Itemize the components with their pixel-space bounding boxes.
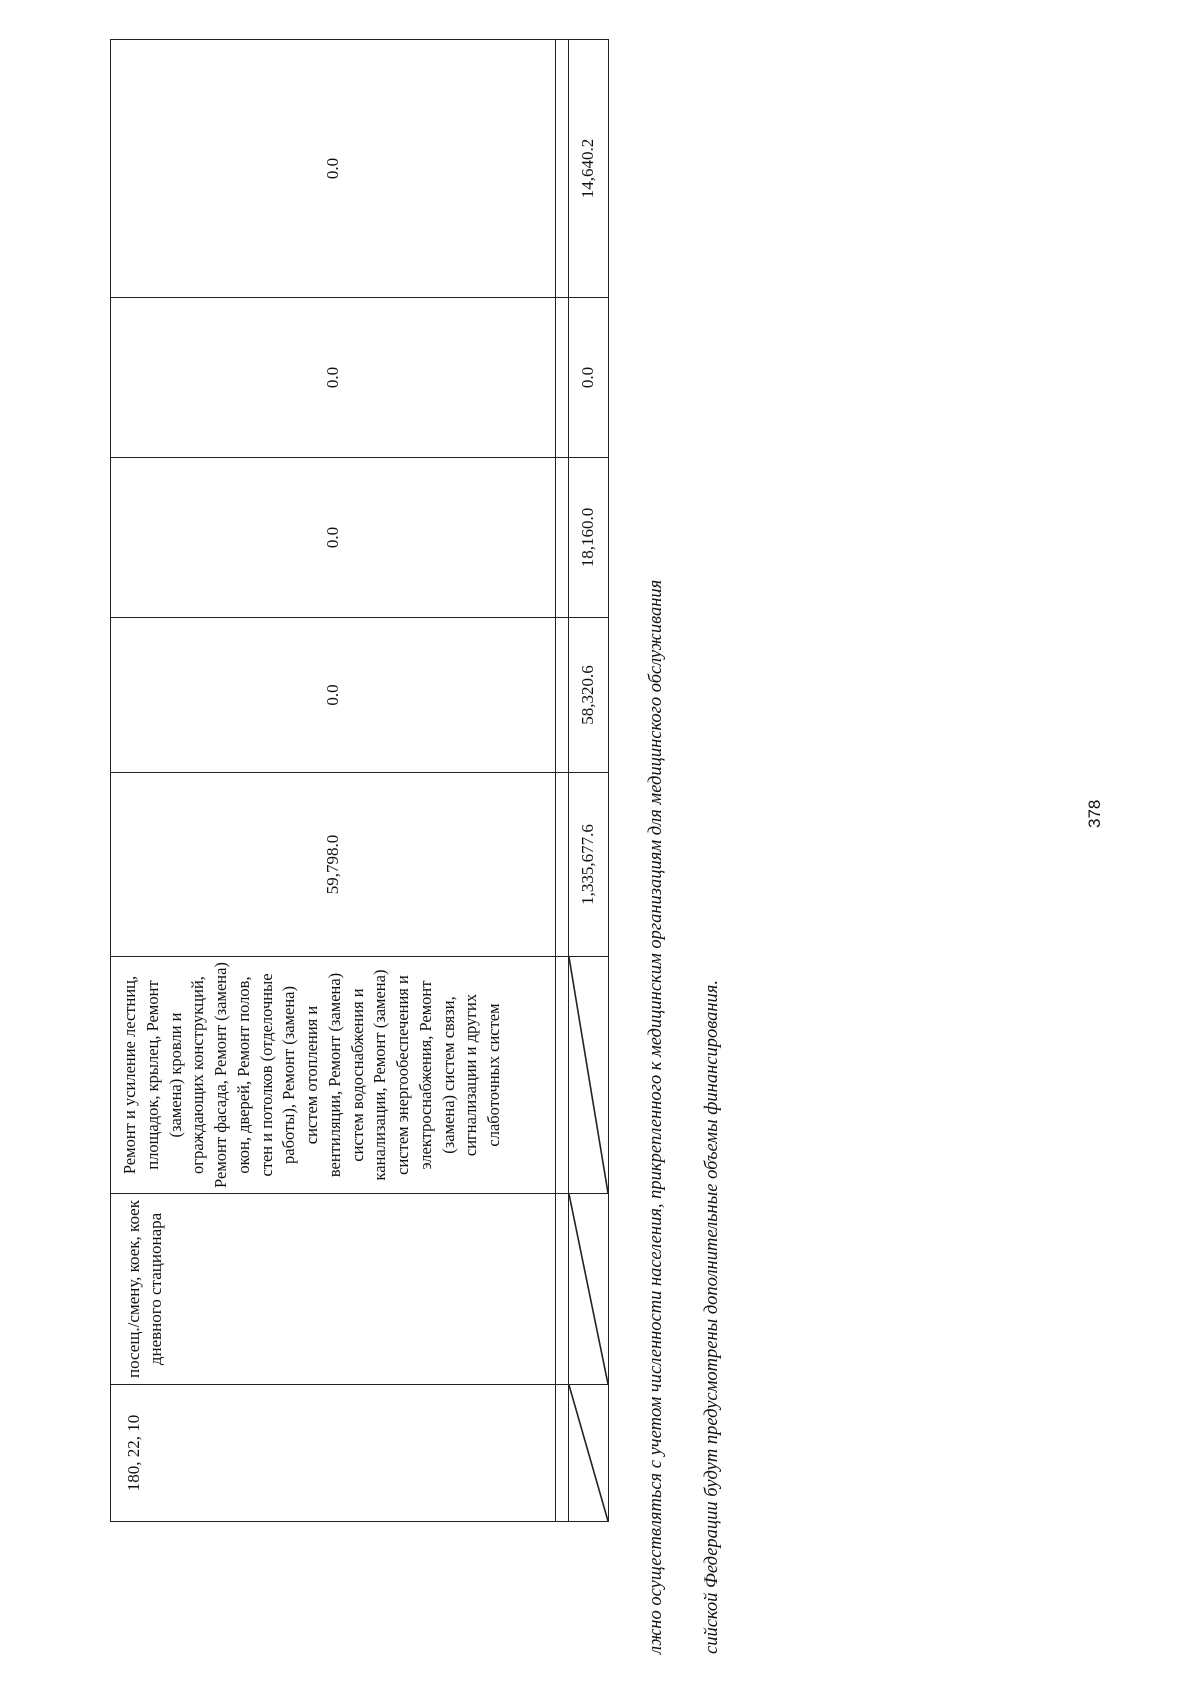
spacer-cell <box>556 1194 569 1385</box>
footnote-2: сийской Федерации будут предусмотрены дополнительные объемы финансирования. <box>702 979 722 1654</box>
unit-cell: посещ./смену, коек, коек дневного стационара <box>111 1194 556 1385</box>
financing-table <box>110 39 609 1522</box>
total-cell-5: 14,640.2 <box>569 40 609 298</box>
total-cell-2: 58,320.6 <box>569 618 609 773</box>
struck-cell <box>569 957 609 1194</box>
total-row <box>569 40 609 1522</box>
spacer-cell <box>556 40 569 298</box>
spacer-cell <box>556 773 569 957</box>
struck-cell <box>569 1385 609 1522</box>
total-cell-4: 0.0 <box>569 298 609 458</box>
spacer-cell <box>556 1385 569 1522</box>
footnote-1: лжно осуществляться с учетом численности населения, прикрепленного к медицинским организациям для медицинского обслуживания <box>646 579 666 1654</box>
amount-cell-2: 0.0 <box>111 618 556 773</box>
spacer-cell <box>556 618 569 773</box>
total-cell-3: 18,160.0 <box>569 458 609 618</box>
diagonal-strike <box>569 957 608 1193</box>
spacer-cell <box>556 458 569 618</box>
spacer-cell <box>556 298 569 458</box>
spacer-cell <box>556 957 569 1194</box>
amount-cell-5: 0.0 <box>111 40 556 298</box>
total-cell-1: 1,335,677.6 <box>569 773 609 957</box>
object-code-cell: 180, 22, 10 <box>111 1385 556 1522</box>
amount-cell-3: 0.0 <box>111 458 556 618</box>
struck-cell <box>569 1194 609 1385</box>
table-row <box>111 40 556 1522</box>
diagonal-strike <box>569 1385 608 1521</box>
page-number: 378 <box>1085 799 1104 828</box>
amount-cell-1: 59,798.0 <box>111 773 556 957</box>
works-description-cell: Ремонт и усиление лестниц, площадок, крылец, Ремонт (замена) кровли и ограждающих конструкций, Ремонт фасада, Ремонт (замена) окон, дверей, Ремонт полов, стен и потолков (отделочные работы), Ремонт (замена) систем отопления и вентиляции, Ремонт (замена) систем водоснабжения и канализации, Ремонт (замена) систем энергообеспечения и электроснабжения, Ремонт (замена) систем связи, сигнализации и других слаботочных систем <box>111 957 556 1194</box>
diagonal-strike <box>569 1194 608 1384</box>
amount-cell-4: 0.0 <box>111 298 556 458</box>
spacer-row <box>556 40 569 1522</box>
